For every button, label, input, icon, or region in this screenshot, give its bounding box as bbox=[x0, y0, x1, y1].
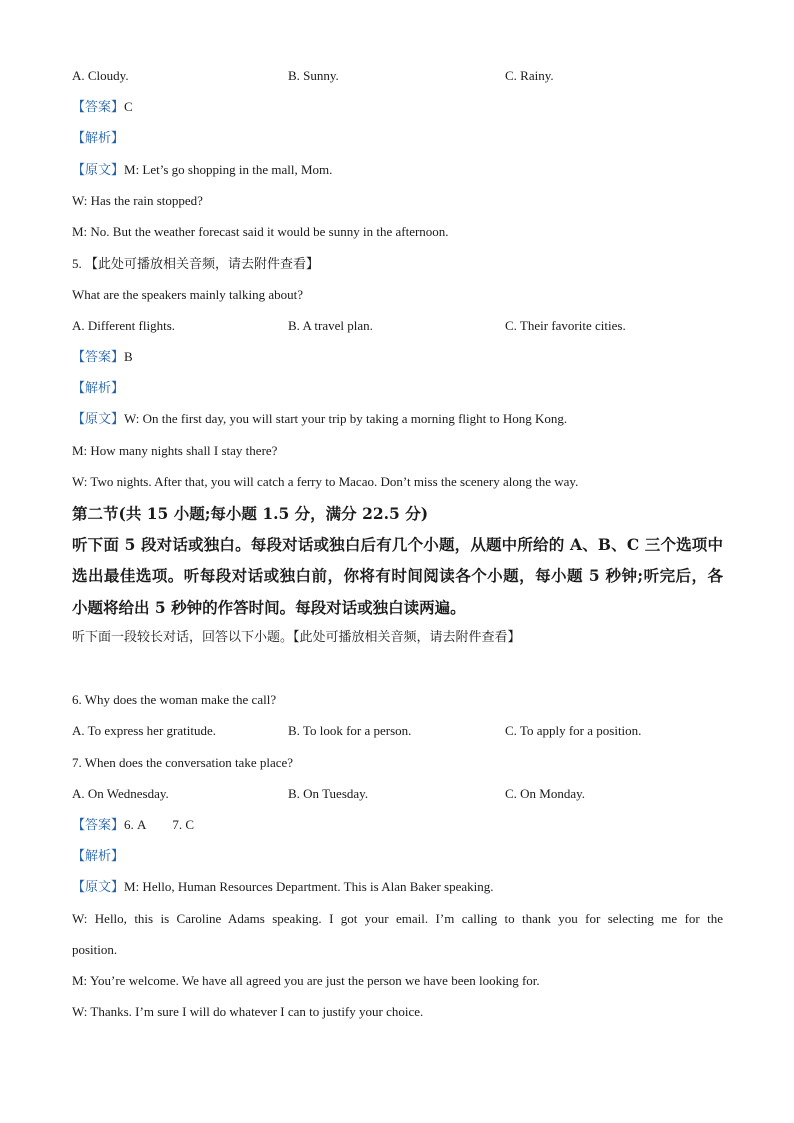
q5-original-line-3: W: Two nights. After that, you will catch a ferry to Macao. Don’t miss the scenery along the way. bbox=[72, 474, 579, 489]
answer-tag: 【答案】 bbox=[72, 349, 125, 364]
q6-option-a: A. To express her gratitude. bbox=[72, 723, 216, 738]
answer-tag: 【答案】 bbox=[72, 99, 125, 114]
q67-original-line-5: W: Thanks. I’m sure I will do whatever I can to justify your choice. bbox=[72, 1004, 424, 1019]
section2-title: 第二节(共 15 小题;每小题 1.5 分，满分 22.5 分) bbox=[72, 504, 429, 523]
q7-option-c: C. On Monday. bbox=[505, 786, 586, 801]
q4-analysis-tag: 【解析】 bbox=[72, 130, 125, 145]
answer-6: 6. A bbox=[124, 817, 147, 832]
q7-question: 7. When does the conversation take place? bbox=[72, 755, 294, 770]
q4-answer bbox=[72, 99, 133, 115]
q7-option-a: A. On Wednesday. bbox=[72, 786, 169, 801]
q5-question: What are the speakers mainly talking about? bbox=[72, 287, 304, 302]
answer-7: 7. C bbox=[172, 817, 195, 832]
original-tag: 【原文】 bbox=[72, 411, 125, 426]
section2-instruction-1: 听下面 5 段对话或独白。每段对话或独白后有几个小题，从题中所给的 A、B、C 三个选项中 bbox=[72, 535, 723, 554]
section2-instruction-3: 小题将给出 5 秒钟的作答时间。每段对话或独白读两遍。 bbox=[72, 598, 466, 617]
q6-question: 6. Why does the woman make the call? bbox=[72, 692, 277, 707]
q5-original-line-1 bbox=[72, 411, 567, 427]
transcript-text: W: On the first day, you will start your trip by taking a morning flight to Hong Kong. bbox=[124, 411, 568, 426]
q5-header: 5. 【此处可播放相关音频，请去附件查看】 bbox=[72, 256, 320, 271]
q67-analysis-tag: 【解析】 bbox=[72, 848, 125, 863]
q4-original-line-3: M: No. But the weather forecast said it would be sunny in the afternoon. bbox=[72, 224, 449, 239]
q5-answer bbox=[72, 349, 133, 365]
q4-option-a: A. Cloudy. bbox=[72, 68, 129, 83]
q5-analysis-tag: 【解析】 bbox=[72, 380, 125, 395]
transcript-text: M: Hello, Human Resources Department. This is Alan Baker speaking. bbox=[124, 879, 494, 894]
q4-original-line-1 bbox=[72, 162, 332, 178]
q5-option-b: B. A travel plan. bbox=[288, 318, 373, 333]
q4-option-c: C. Rainy. bbox=[505, 68, 554, 83]
transcript-text: M: Let’s go shopping in the mall, Mom. bbox=[124, 162, 333, 177]
q4-option-b: B. Sunny. bbox=[288, 68, 339, 83]
q5-option-a: A. Different flights. bbox=[72, 318, 176, 333]
section2-instruction-2: 选出最佳选项。听每段对话或独白前，你将有时间阅读各个小题，每小题 5 秒钟;听完后，各 bbox=[72, 566, 723, 585]
q6-option-c: C. To apply for a position. bbox=[505, 723, 642, 738]
q67-answer bbox=[72, 817, 194, 833]
q5-original-line-2: M: How many nights shall I stay there? bbox=[72, 443, 278, 458]
q67-original-line-3: position. bbox=[72, 942, 118, 957]
answer-value: C bbox=[124, 99, 133, 114]
q6-option-b: B. To look for a person. bbox=[288, 723, 412, 738]
answer-value: B bbox=[124, 349, 133, 364]
answer-tag: 【答案】 bbox=[72, 817, 125, 832]
section2-sub-instruction: 听下面一段较长对话，回答以下小题。【此处可播放相关音频，请去附件查看】 bbox=[72, 630, 521, 645]
q67-original-line-2: W: Hello, this is Caroline Adams speaking. I got your email. I’m calling to thank you for selecting me for the bbox=[72, 911, 723, 926]
original-tag: 【原文】 bbox=[72, 162, 125, 177]
original-tag: 【原文】 bbox=[72, 879, 125, 894]
q5-option-c: C. Their favorite cities. bbox=[505, 318, 626, 333]
q4-original-line-2: W: Has the rain stopped? bbox=[72, 193, 203, 208]
q67-original-line-1 bbox=[72, 879, 493, 895]
q67-original-line-4: M: You’re welcome. We have all agreed you are just the person we have been looking for. bbox=[72, 973, 540, 988]
q7-option-b: B. On Tuesday. bbox=[288, 786, 369, 801]
